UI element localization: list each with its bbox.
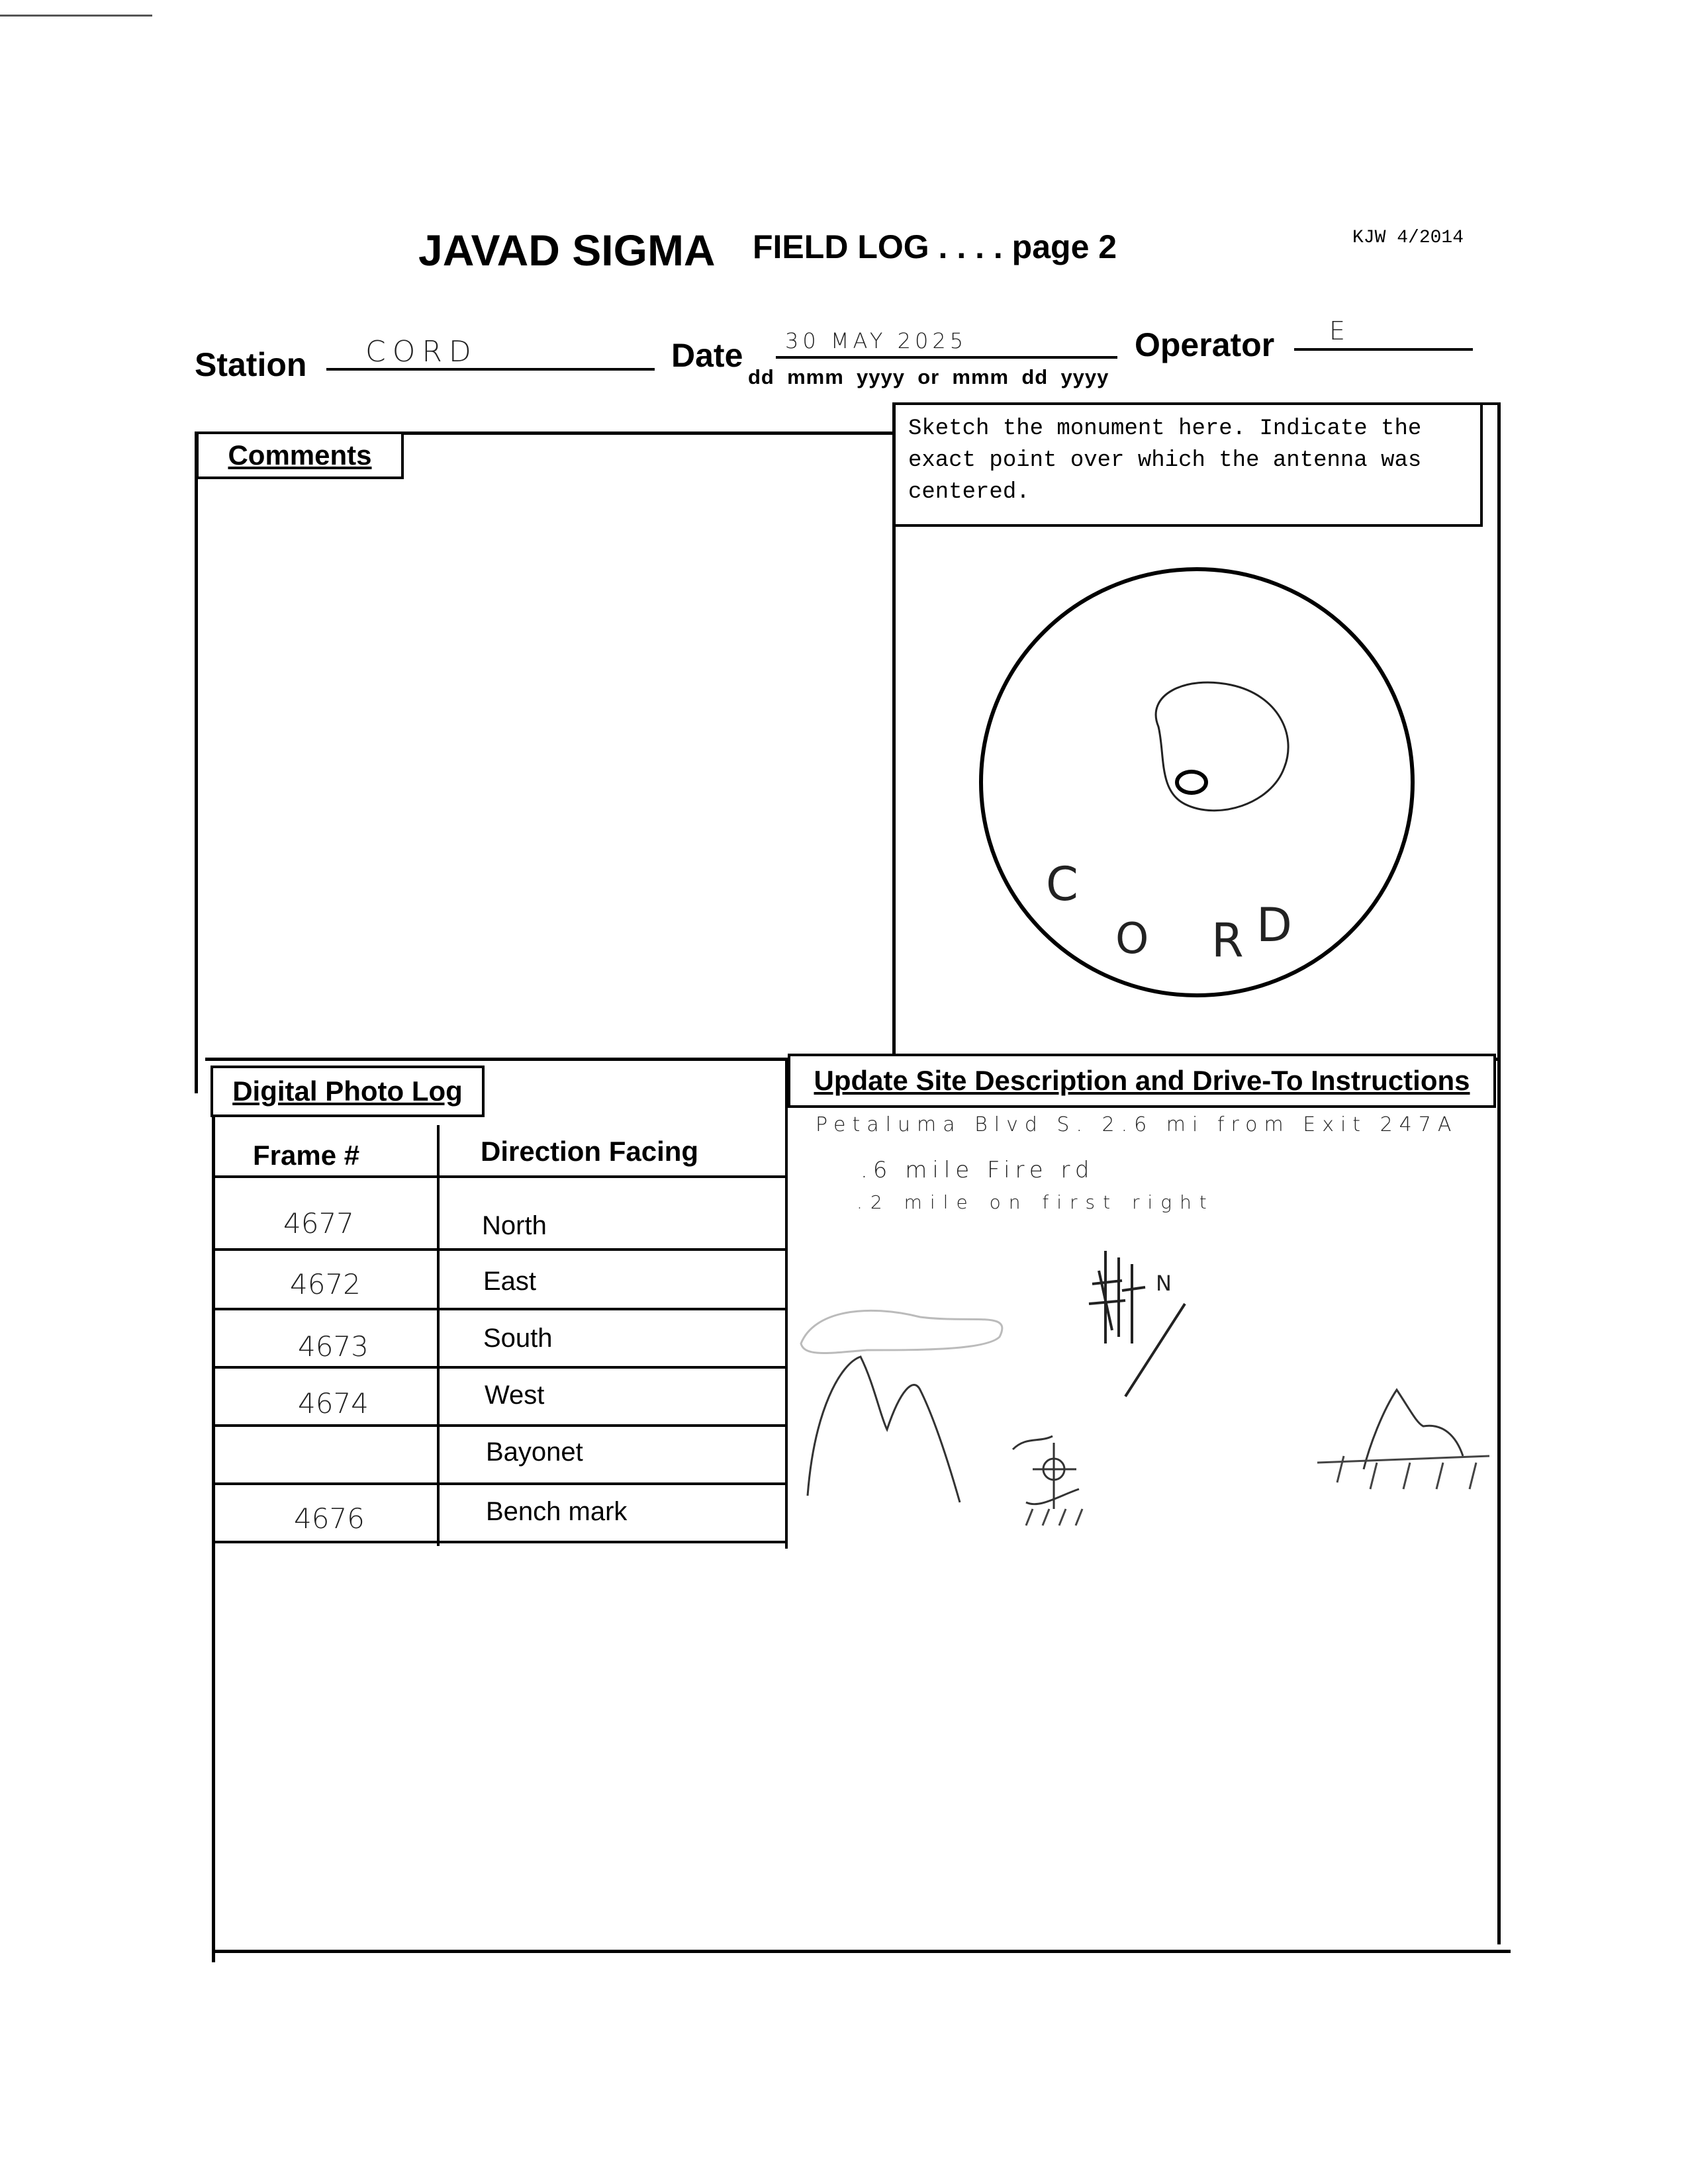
monument-letter-o: O — [1115, 915, 1149, 964]
frame-left-lower — [212, 1066, 215, 1962]
photo-frame-west: 4674 — [298, 1387, 369, 1420]
vegetation-outline — [801, 1310, 1002, 1353]
comments-area[interactable] — [205, 483, 887, 1052]
operator-underline — [1294, 348, 1473, 351]
photo-log-row-rule — [212, 1482, 785, 1485]
site-description-label: Update Site Description and Drive-To Instructions — [788, 1054, 1496, 1108]
form-subtitle: FIELD LOG . . . . page 2 — [753, 228, 1117, 265]
sketch-instructions: Sketch the monument here. Indicate the exact point over which the antenna was centered. — [908, 416, 1422, 505]
monument-disk-outline — [981, 569, 1413, 995]
photo-log-row-rule — [212, 1248, 785, 1251]
photo-log-row-rule — [212, 1308, 785, 1310]
frame-right — [1497, 402, 1501, 1944]
drive-line-1: Petaluma Blvd S. 2.6 mi from Exit 247A — [816, 1113, 1458, 1136]
photo-frame-benchmark: 4676 — [294, 1502, 365, 1535]
drive-line-3: .2 mile on first right — [857, 1191, 1215, 1213]
photo-frame-south: 4673 — [298, 1330, 369, 1363]
photo-frame-north: 4677 — [283, 1207, 354, 1240]
photo-log-header-direction: Direction Facing — [481, 1136, 699, 1167]
sketch-instructions-box — [892, 404, 1483, 527]
photo-direction-west: West — [485, 1381, 545, 1410]
comments-label: Comments — [196, 432, 404, 479]
hatch-marks-right — [1317, 1456, 1489, 1489]
monument-inner-ring — [1156, 682, 1288, 811]
drive-line-2: .6 mile Fire rd — [861, 1157, 1095, 1183]
date-value: 30 MAY 2025 — [785, 328, 968, 353]
photo-log-row-rule — [212, 1541, 785, 1543]
monument-letter-c: C — [1046, 857, 1078, 911]
frame-bottom — [212, 1950, 1511, 1953]
operator-label: Operator — [1135, 326, 1275, 363]
photo-direction-south: South — [483, 1324, 553, 1353]
form-version: KJW 4/2014 — [1352, 228, 1464, 248]
photo-direction-east: East — [483, 1267, 537, 1296]
station-value: CORD — [365, 335, 478, 369]
photo-log-header-frame: Frame # — [253, 1140, 360, 1171]
north-arrow — [1125, 1304, 1185, 1396]
station-label: Station — [195, 346, 307, 383]
date-underline — [776, 356, 1117, 359]
monument-letter-r: R — [1211, 913, 1244, 968]
operator-value: E — [1329, 316, 1346, 345]
monument-sketch — [966, 543, 1430, 1032]
photo-log-row-rule — [212, 1366, 785, 1369]
photo-log-row-rule — [212, 1424, 785, 1427]
ridge-line-left — [808, 1357, 960, 1502]
north-mark: N — [1156, 1271, 1172, 1296]
date-format-hint: dd mmm yyyy or mmm dd yyyy — [748, 365, 1109, 388]
photo-direction-benchmark: Bench mark — [486, 1497, 628, 1526]
frame-left — [195, 432, 198, 1093]
form-title: JAVAD SIGMA — [418, 226, 716, 275]
photo-direction-north: North — [482, 1211, 547, 1240]
site-map-sketch — [788, 1244, 1496, 1562]
tree-symbol — [1089, 1251, 1145, 1343]
scan-mark — [0, 15, 152, 17]
photo-direction-bayonet: Bayonet — [486, 1437, 583, 1467]
date-label: Date — [671, 337, 743, 374]
hatch-marks-middle — [1026, 1509, 1082, 1525]
photo-log-header-rule — [212, 1175, 785, 1178]
monument-letter-d: D — [1256, 898, 1292, 952]
benchmark-symbol — [1013, 1436, 1079, 1509]
photo-log-label: Digital Photo Log — [211, 1066, 485, 1117]
photo-frame-east: 4672 — [290, 1268, 361, 1300]
monument-center-mark — [1177, 772, 1206, 793]
